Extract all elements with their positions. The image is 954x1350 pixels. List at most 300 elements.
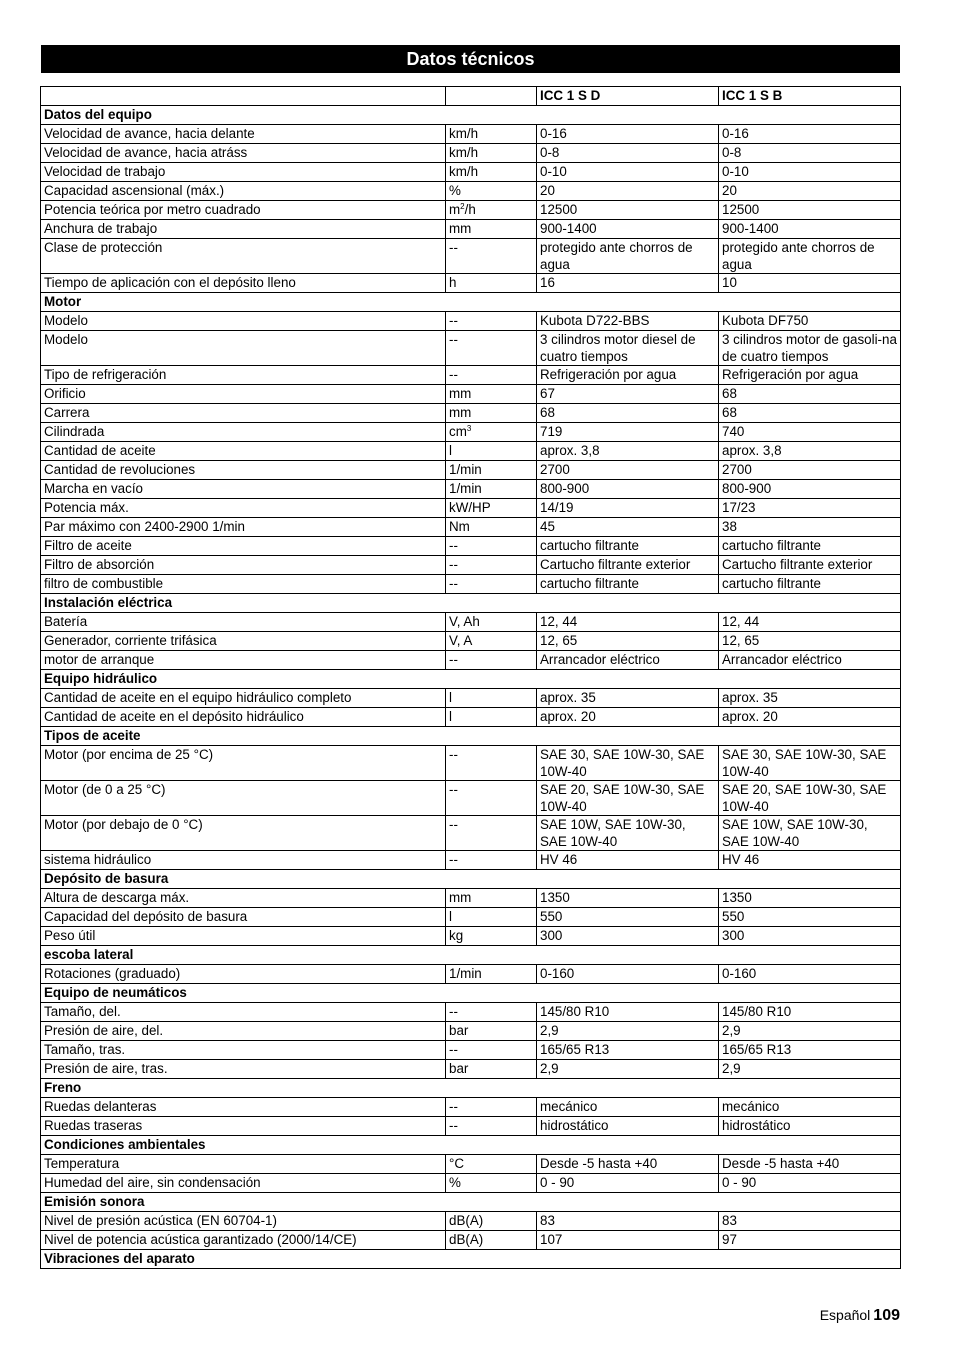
spec-label: Par máximo con 2400-2900 1/min [41,518,446,537]
table-row [41,1060,901,1079]
table-row [41,385,901,404]
spec-label: Presión de aire, tras. [41,1060,446,1079]
spec-value-model-1: 2,9 [537,1022,719,1041]
spec-label: Motor (por encima de 25 °C) [41,746,446,781]
spec-unit [446,746,537,781]
table-row [41,366,901,385]
spec-value-model-1: Kubota D722-BBS [537,312,719,331]
spec-label: Capacidad del depósito de basura [41,908,446,927]
spec-label: Tamaño, tras. [41,1041,446,1060]
spec-value-model-2: 12, 65 [719,632,901,651]
section-row [41,293,901,312]
table-row [41,1155,901,1174]
spec-label: Filtro de absorción [41,556,446,575]
section-row [41,1250,901,1269]
spec-value-model-1: Desde -5 hasta +40 [537,1155,719,1174]
spec-label: Cantidad de aceite [41,442,446,461]
unit-text: kW/HP [449,500,491,515]
spec-label: Nivel de potencia acústica garantizado (2000/14/CE) [41,1231,446,1250]
spec-unit [446,331,537,366]
spec-value-model-2: 17/23 [719,499,901,518]
unit-text: km/h [449,126,479,141]
spec-unit [446,537,537,556]
table-row [41,537,901,556]
spec-value-model-1: 83 [537,1212,719,1231]
table-row [41,1117,901,1136]
spec-value-model-2: 0-160 [719,965,901,984]
table-row [41,499,901,518]
unit-text: -- [449,367,458,382]
table-row [41,182,901,201]
spec-unit [446,889,537,908]
spec-value-model-2: 68 [719,385,901,404]
spec-value-model-1: 68 [537,404,719,423]
table-row [41,1231,901,1250]
spec-label: Presión de aire, del. [41,1022,446,1041]
spec-value-model-2: 0 - 90 [719,1174,901,1193]
spec-value-model-2: Refrigeración por agua [719,366,901,385]
spec-value-model-1: 0-160 [537,965,719,984]
spec-unit [446,1174,537,1193]
spec-label: Generador, corriente trifásica [41,632,446,651]
spec-unit [446,632,537,651]
spec-label: Cantidad de aceite en el depósito hidráulico [41,708,446,727]
spec-label: filtro de combustible [41,575,446,594]
spec-label: Tiempo de aplicación con el depósito lleno [41,274,446,293]
spec-value-model-2: 3 cilindros motor de gasoli-na de cuatro tiempos [719,331,901,366]
table-row [41,1022,901,1041]
unit-text: bar [449,1023,469,1038]
technical-data-table [40,86,901,1269]
spec-value-model-1: aprox. 35 [537,689,719,708]
spec-unit [446,651,537,670]
spec-unit [446,1231,537,1250]
table-row [41,312,901,331]
spec-unit [446,556,537,575]
spec-value-model-1: 2,9 [537,1060,719,1079]
spec-unit [446,163,537,182]
unit-text: dB(A) [449,1213,484,1228]
section-heading: Emisión sonora [41,1193,901,1212]
section-heading: Freno [41,1079,901,1098]
table-row [41,239,901,274]
spec-value-model-1: cartucho filtrante [537,575,719,594]
unit-text: -- [449,1118,458,1133]
table-row [41,125,901,144]
spec-value-model-1: Arrancador eléctrico [537,651,719,670]
spec-value-model-1: SAE 30, SAE 10W-30, SAE 10W-40 [537,746,719,781]
spec-value-model-2: 2700 [719,461,901,480]
spec-label: Peso útil [41,927,446,946]
table-row [41,423,901,442]
page-footer [820,1307,900,1325]
spec-label: Cantidad de aceite en el equipo hidráulico completo [41,689,446,708]
unit-text: h [449,275,457,290]
table-row [41,816,901,851]
spec-value-model-2: 165/65 R13 [719,1041,901,1060]
unit-text: m [449,202,461,217]
spec-value-model-1: hidrostático [537,1117,719,1136]
unit-text: V, A [449,633,473,648]
spec-value-model-2: hidrostático [719,1117,901,1136]
section-row [41,670,901,689]
spec-unit [446,125,537,144]
spec-label: Temperatura [41,1155,446,1174]
spec-label: Motor (de 0 a 25 °C) [41,781,446,816]
table-row [41,689,901,708]
spec-value-model-2: 12500 [719,201,901,220]
spec-value-model-2: 145/80 R10 [719,1003,901,1022]
section-heading: Equipo hidráulico [41,670,901,689]
unit-superscript: 3 [466,424,472,433]
unit-text: % [449,1175,461,1190]
spec-value-model-1: mecánico [537,1098,719,1117]
table-row [41,632,901,651]
table-row [41,442,901,461]
unit-text: -- [449,1004,458,1019]
unit-text: % [449,183,461,198]
spec-unit [446,461,537,480]
unit-text: -- [449,538,458,553]
spec-value-model-2: 68 [719,404,901,423]
table-row [41,908,901,927]
section-row [41,594,901,613]
section-heading: Instalación eléctrica [41,594,901,613]
section-heading: Equipo de neumáticos [41,984,901,1003]
spec-value-model-1: 0-16 [537,125,719,144]
section-heading: Tipos de aceite [41,727,901,746]
spec-value-model-2: 12, 44 [719,613,901,632]
spec-unit [446,1003,537,1022]
spec-value-model-2: 83 [719,1212,901,1231]
spec-label: Tipo de refrigeración [41,366,446,385]
unit-text: kg [449,928,464,943]
spec-value-model-2: protegido ante chorros de agua [719,239,901,274]
spec-unit [446,385,537,404]
spec-unit [446,1117,537,1136]
unit-text: -- [449,852,458,867]
unit-text: l [449,709,452,724]
table-row [41,201,901,220]
spec-value-model-1: 12, 65 [537,632,719,651]
spec-label: Motor (por debajo de 0 °C) [41,816,446,851]
spec-value-model-1: aprox. 20 [537,708,719,727]
unit-text: l [449,690,452,705]
spec-value-model-2: 38 [719,518,901,537]
spec-label: Altura de descarga máx. [41,889,446,908]
spec-value-model-2: 1350 [719,889,901,908]
spec-unit [446,366,537,385]
spec-value-model-1: HV 46 [537,851,719,870]
table-row [41,851,901,870]
table-row [41,1212,901,1231]
unit-text: l [449,909,452,924]
spec-label: Velocidad de trabajo [41,163,446,182]
spec-value-model-1: 1350 [537,889,719,908]
table-row [41,1174,901,1193]
spec-value-model-1: 300 [537,927,719,946]
table-row [41,144,901,163]
spec-unit [446,480,537,499]
table-row [41,651,901,670]
spec-label: Nivel de presión acústica (EN 60704-1) [41,1212,446,1231]
spec-unit [446,442,537,461]
unit-text: cm [449,424,467,439]
section-row [41,1193,901,1212]
spec-value-model-2: 0-16 [719,125,901,144]
table-row [41,965,901,984]
unit-text: l [449,443,452,458]
spec-value-model-1: 3 cilindros motor diesel de cuatro tiempos [537,331,719,366]
spec-value-model-2: Arrancador eléctrico [719,651,901,670]
spec-label: Marcha en vacío [41,480,446,499]
spec-unit [446,423,537,442]
spec-label: Velocidad de avance, hacia delante [41,125,446,144]
section-heading: Condiciones ambientales [41,1136,901,1155]
spec-value-model-1: 45 [537,518,719,537]
spec-label: Ruedas delanteras [41,1098,446,1117]
section-row [41,727,901,746]
spec-label: Potencia máx. [41,499,446,518]
spec-value-model-2: 0-10 [719,163,901,182]
table-row [41,781,901,816]
spec-label: sistema hidráulico [41,851,446,870]
spec-value-model-1: 0 - 90 [537,1174,719,1193]
spec-value-model-1: 20 [537,182,719,201]
unit-text: bar [449,1061,469,1076]
spec-value-model-2: SAE 10W, SAE 10W-30, SAE 10W-40 [719,816,901,851]
spec-label: Humedad del aire, sin condensación [41,1174,446,1193]
spec-value-model-1: SAE 10W, SAE 10W-30, SAE 10W-40 [537,816,719,851]
spec-value-model-1: 719 [537,423,719,442]
section-heading: escoba lateral [41,946,901,965]
unit-text: -- [449,747,458,762]
spec-unit [446,851,537,870]
spec-value-model-2: aprox. 20 [719,708,901,727]
spec-value-model-2: aprox. 3,8 [719,442,901,461]
spec-label: Potencia teórica por metro cuadrado [41,201,446,220]
spec-unit [446,781,537,816]
table-row [41,746,901,781]
spec-unit [446,404,537,423]
unit-text: 1/min [449,481,482,496]
spec-unit [446,1022,537,1041]
spec-value-model-1: 165/65 R13 [537,1041,719,1060]
spec-value-model-1: Cartucho filtrante exterior [537,556,719,575]
spec-label: Batería [41,613,446,632]
spec-label: Cantidad de revoluciones [41,461,446,480]
unit-suffix: /h [464,202,476,217]
spec-value-model-2: 2,9 [719,1060,901,1079]
section-heading: Datos del equipo [41,106,901,125]
spec-unit [446,1098,537,1117]
spec-value-model-2: 800-900 [719,480,901,499]
table-row [41,220,901,239]
unit-text: -- [449,1099,458,1114]
unit-text: 1/min [449,462,482,477]
footer-language: Español [819,1307,871,1323]
spec-unit [446,1155,537,1174]
spec-value-model-2: aprox. 35 [719,689,901,708]
table-row [41,1041,901,1060]
spec-unit [446,613,537,632]
unit-text: -- [449,782,458,797]
unit-text: V, Ah [449,614,480,629]
spec-value-model-1: 145/80 R10 [537,1003,719,1022]
section-heading: Vibraciones del aparato [41,1250,901,1269]
unit-text: km/h [449,145,479,160]
spec-value-model-2: 900-1400 [719,220,901,239]
table-row [41,331,901,366]
spec-unit [446,499,537,518]
spec-value-model-1: 14/19 [537,499,719,518]
section-row [41,870,901,889]
table-row [41,274,901,293]
spec-value-model-2: 0-8 [719,144,901,163]
spec-label: Velocidad de avance, hacia atráss [41,144,446,163]
table-row [41,889,901,908]
spec-value-model-2: SAE 20, SAE 10W-30, SAE 10W-40 [719,781,901,816]
section-row [41,1079,901,1098]
spec-value-model-2: 550 [719,908,901,927]
spec-value-model-1: 0-10 [537,163,719,182]
spec-unit [446,182,537,201]
unit-text: -- [449,817,458,832]
spec-value-model-1: 12500 [537,201,719,220]
section-heading: Motor [41,293,901,312]
spec-label: Capacidad ascensional (máx.) [41,182,446,201]
table-row [41,1003,901,1022]
header-model-1: ICC 1 S D [537,87,719,106]
table-row [41,404,901,423]
unit-text: km/h [449,164,479,179]
page-number: 109 [873,1307,900,1324]
spec-label: Orificio [41,385,446,404]
spec-label: Ruedas traseras [41,1117,446,1136]
spec-unit [446,274,537,293]
spec-value-model-1: 12, 44 [537,613,719,632]
unit-text: -- [449,332,458,347]
spec-unit [446,1212,537,1231]
unit-text: mm [449,386,472,401]
spec-label: Filtro de aceite [41,537,446,556]
table-row [41,927,901,946]
header-cell [41,87,446,106]
unit-text: -- [449,652,458,667]
section-row [41,106,901,125]
spec-unit [446,575,537,594]
spec-value-model-1: 107 [537,1231,719,1250]
spec-label: Modelo [41,331,446,366]
spec-value-model-1: SAE 20, SAE 10W-30, SAE 10W-40 [537,781,719,816]
spec-unit [446,1060,537,1079]
spec-value-model-2: 740 [719,423,901,442]
unit-text: -- [449,557,458,572]
spec-value-model-1: cartucho filtrante [537,537,719,556]
spec-label: Anchura de trabajo [41,220,446,239]
spec-unit [446,708,537,727]
unit-text: -- [449,1042,458,1057]
section-row [41,946,901,965]
spec-label: Modelo [41,312,446,331]
spec-unit [446,908,537,927]
spec-value-model-1: aprox. 3,8 [537,442,719,461]
table-row [41,708,901,727]
spec-label: Rotaciones (graduado) [41,965,446,984]
header-cell [446,87,537,106]
unit-text: -- [449,240,458,255]
spec-unit [446,1041,537,1060]
table-header-row [41,87,901,106]
spec-value-model-1: Refrigeración por agua [537,366,719,385]
spec-label: motor de arranque [41,651,446,670]
spec-value-model-2: Cartucho filtrante exterior [719,556,901,575]
spec-unit [446,518,537,537]
unit-text: Nm [449,519,470,534]
spec-value-model-1: 800-900 [537,480,719,499]
table-row [41,163,901,182]
spec-label: Carrera [41,404,446,423]
section-heading: Depósito de basura [41,870,901,889]
spec-unit [446,689,537,708]
spec-value-model-1: 0-8 [537,144,719,163]
table-row [41,480,901,499]
spec-value-model-2: HV 46 [719,851,901,870]
spec-unit [446,927,537,946]
spec-unit [446,965,537,984]
table-row [41,518,901,537]
unit-text: °C [449,1156,465,1171]
spec-value-model-2: Desde -5 hasta +40 [719,1155,901,1174]
spec-value-model-1: 550 [537,908,719,927]
spec-value-model-2: 2,9 [719,1022,901,1041]
spec-unit [446,239,537,274]
spec-unit [446,312,537,331]
spec-unit [446,201,537,220]
spec-value-model-1: protegido ante chorros de agua [537,239,719,274]
table-row [41,556,901,575]
spec-unit [446,144,537,163]
section-row [41,984,901,1003]
unit-text: mm [449,405,472,420]
unit-superscript: 2 [460,202,465,211]
spec-value-model-2: cartucho filtrante [719,575,901,594]
page-title: Datos técnicos [41,45,900,73]
spec-value-model-2: 10 [719,274,901,293]
spec-value-model-2: cartucho filtrante [719,537,901,556]
header-model-2: ICC 1 S B [719,87,901,106]
spec-value-model-2: SAE 30, SAE 10W-30, SAE 10W-40 [719,746,901,781]
unit-text: mm [449,221,472,236]
spec-label: Cilindrada [41,423,446,442]
unit-text: 1/min [449,966,482,981]
spec-value-model-1: 16 [537,274,719,293]
unit-text: mm [449,890,472,905]
spec-value-model-1: 67 [537,385,719,404]
table-row [41,575,901,594]
spec-value-model-2: 20 [719,182,901,201]
spec-label: Clase de protección [41,239,446,274]
spec-unit [446,220,537,239]
spec-value-model-1: 2700 [537,461,719,480]
table-row [41,461,901,480]
spec-label: Tamaño, del. [41,1003,446,1022]
spec-value-model-2: 97 [719,1231,901,1250]
spec-value-model-2: mecánico [719,1098,901,1117]
spec-value-model-2: 300 [719,927,901,946]
unit-text: -- [449,576,458,591]
section-row [41,1136,901,1155]
